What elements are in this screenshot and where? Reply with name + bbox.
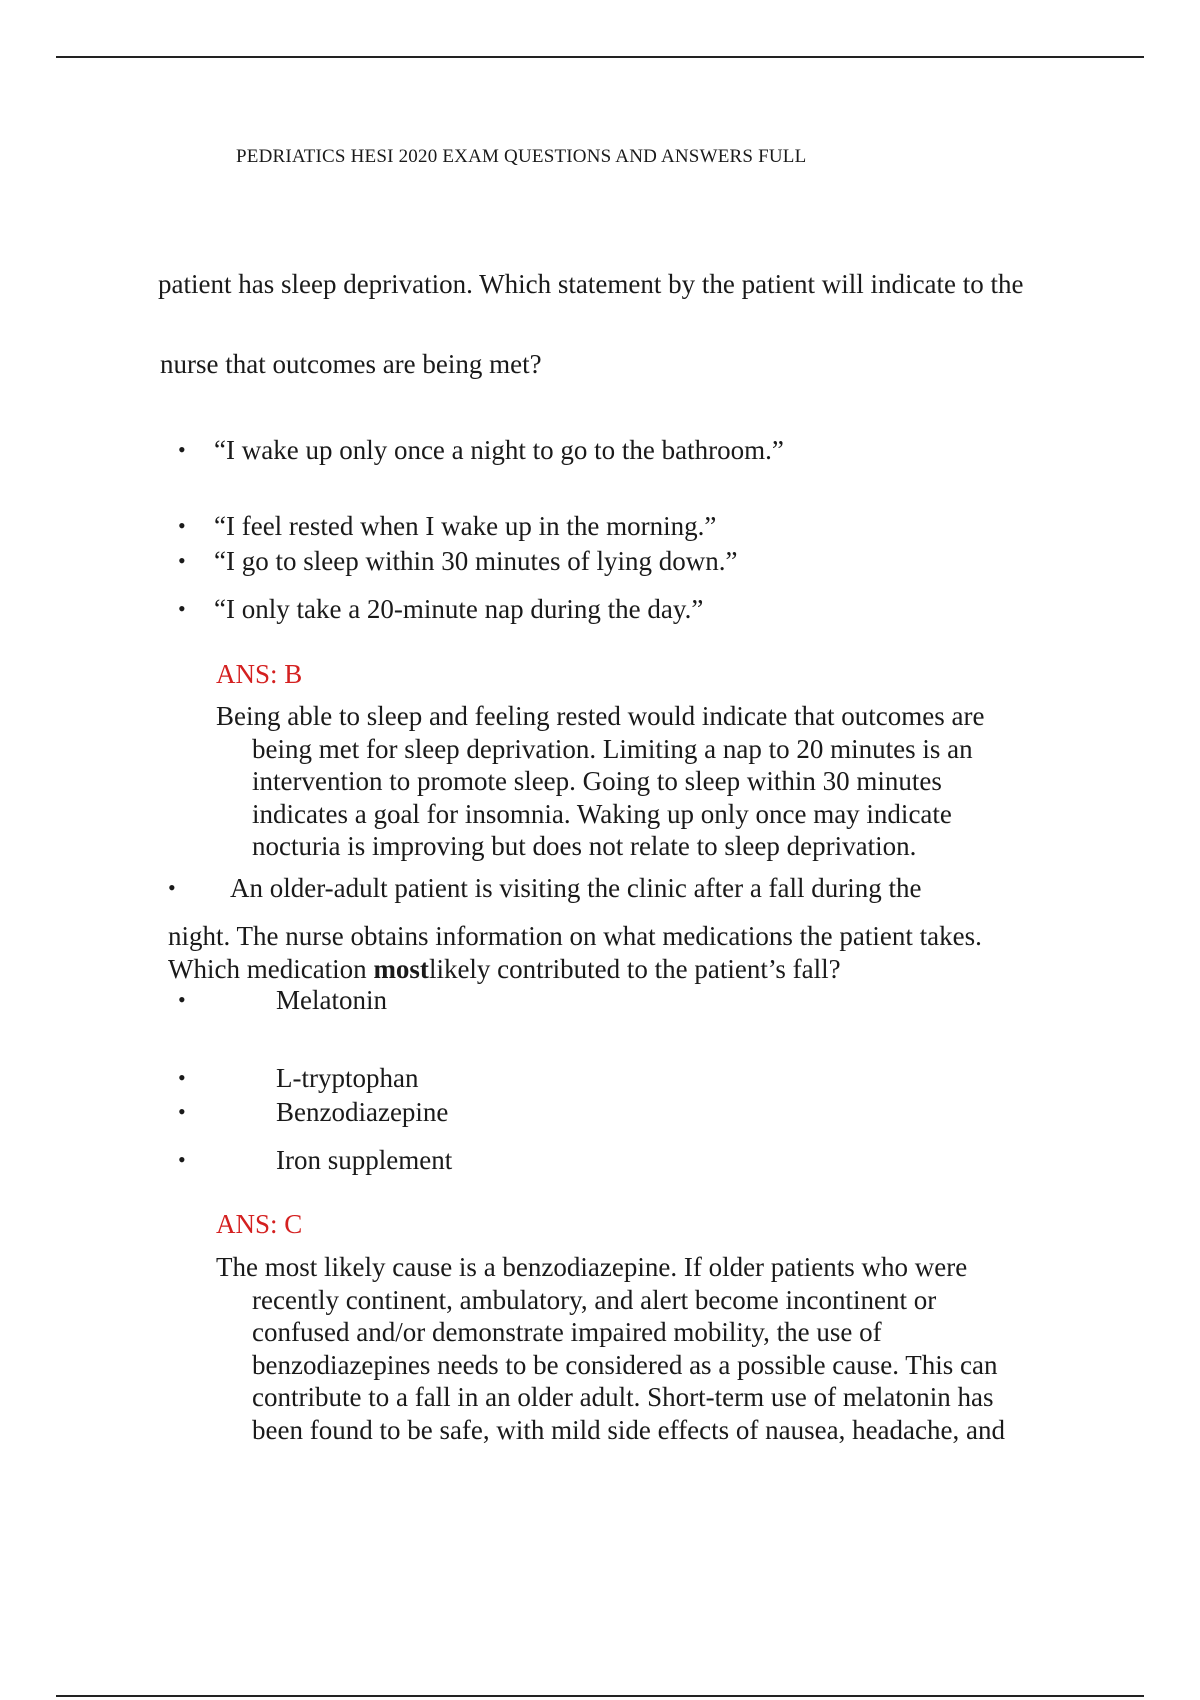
- q2-stem-line3: [168, 953, 841, 985]
- bullet-icon: •: [178, 513, 186, 538]
- q2-rationale-line: confused and/or demonstrate impaired mobility, the use of: [252, 1317, 882, 1347]
- q1-rationale-line: indicates a goal for insomnia. Waking up only once may indicate: [252, 798, 952, 829]
- q1-rationale-line: intervention to promote sleep. Going to sleep within 30 minutes: [252, 766, 942, 796]
- q1-option-d: “I only take a 20-minute nap during the day.”: [214, 594, 704, 624]
- q1-rationale: [216, 700, 1036, 863]
- q1-option-a: “I wake up only once a night to go to the bathroom.”: [214, 435, 784, 465]
- q2-rationale-line: contribute to a fall in an older adult. Short-term use of melatonin has: [252, 1382, 994, 1412]
- q1-option-b: “I feel rested when I wake up in the morning.”: [214, 511, 717, 541]
- q2-stem-line2: night. The nurse obtains information on what medications the patient takes.: [168, 921, 982, 951]
- q1-rationale-line: being met for sleep deprivation. Limiting a nap to 20 minutes is an: [252, 733, 973, 764]
- q1-stem-line2: nurse that outcomes are being met?: [160, 349, 542, 379]
- bullet-icon: •: [178, 1065, 186, 1090]
- q2-stem-emphasis: most: [373, 954, 429, 984]
- bottom-rule: [56, 1695, 1144, 1697]
- page-header: PEDRIATICS HESI 2020 EXAM QUESTIONS AND ANSWERS FULL: [236, 146, 807, 167]
- q2-stem-text: likely contributed to the patient’s fall?: [428, 954, 841, 984]
- q1-stem-line1: patient has sleep deprivation. Which statement by the patient will indicate to the: [158, 269, 1024, 299]
- q2-option-d: Iron supplement: [276, 1145, 453, 1175]
- bullet-icon: •: [178, 1147, 186, 1172]
- bullet-icon: •: [178, 437, 186, 462]
- bullet-icon: •: [178, 596, 186, 621]
- top-rule: [56, 56, 1144, 58]
- q2-answer: ANS: C: [216, 1209, 303, 1239]
- q2-rationale-line: recently continent, ambulatory, and alert become incontinent or: [252, 1284, 937, 1315]
- q2-option-a: Melatonin: [276, 985, 387, 1015]
- q2-option-c: Benzodiazepine: [276, 1097, 449, 1127]
- bullet-icon: •: [178, 1099, 186, 1124]
- q2-stem-text: Which medication: [168, 954, 374, 984]
- q2-rationale-line: been found to be safe, with mild side effects of nausea, headache, and: [252, 1414, 1005, 1445]
- bullet-icon: •: [178, 987, 186, 1012]
- q1-answer: ANS: B: [216, 659, 303, 689]
- q2-rationale-line: benzodiazepines needs to be considered as a possible cause. This can: [252, 1349, 998, 1380]
- q2-rationale: [216, 1251, 1036, 1446]
- bullet-icon: •: [168, 875, 176, 900]
- q2-option-b: L-tryptophan: [276, 1063, 419, 1093]
- q2-stem-line1: An older-adult patient is visiting the clinic after a fall during the: [230, 873, 922, 903]
- q1-option-c: “I go to sleep within 30 minutes of lying down.”: [214, 546, 738, 576]
- q1-rationale-line: Being able to sleep and feeling rested would indicate that outcomes are: [216, 701, 985, 731]
- bullet-icon: •: [178, 548, 186, 573]
- q1-rationale-line: nocturia is improving but does not relate to sleep deprivation.: [252, 831, 917, 861]
- q2-rationale-line: The most likely cause is a benzodiazepine. If older patients who were: [216, 1252, 968, 1282]
